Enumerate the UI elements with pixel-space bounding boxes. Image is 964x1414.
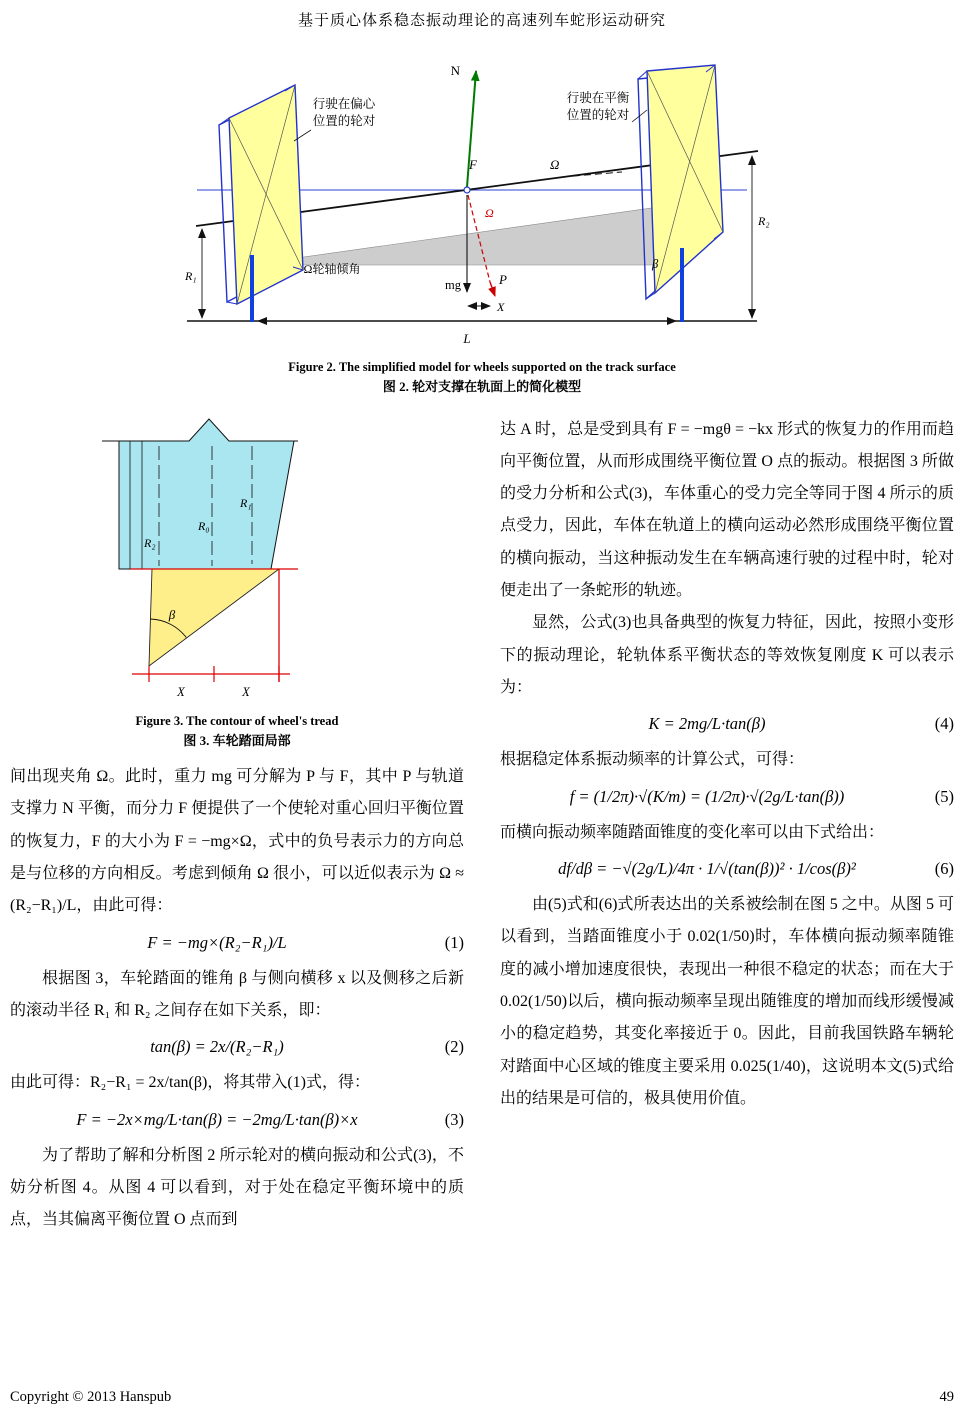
paragraph: 由(5)式和(6)式所表达出的关系被绘制在图 5 之中。从图 5 可以看到，当踏面锥度小于 0.02(1/50)时，车体横向振动频率随锥度的减小增加速度很快，表现出一种很不稳定的状态；而在大于 0.02(1/50)以后，横向振动频率呈现出随锥度的增加而线形缓慢减小的稳定趋势，其变化率接近于 0。因此，目前我国铁路车辆轮对踏面中心区域的锥度主要采用 0.025(1/40)，这说明本文(5)式给出的结果是可信的，极具使用价值。 bbox=[500, 895, 954, 1107]
label-p: P bbox=[499, 272, 507, 287]
figure2-diagram bbox=[182, 58, 782, 356]
equation-3-number: (3) bbox=[444, 1109, 464, 1129]
label-x-right: X bbox=[242, 684, 250, 699]
equation-2-body: tan(β) = 2x/(R₂−R₁) bbox=[150, 1037, 284, 1057]
label-r2: R₂ bbox=[758, 214, 770, 228]
equation-6-body: df/dβ = −√(2g/L)/4π · 1/√(tan(β))² · 1/cos(β)² bbox=[558, 858, 856, 878]
figure3-caption-zh: 图 3. 车轮踏面局部 bbox=[183, 732, 291, 748]
svg-text:行驶在偏心: 行驶在偏心 bbox=[312, 97, 376, 111]
left-column bbox=[10, 414, 464, 1237]
equation-4 bbox=[500, 714, 954, 734]
p-force-arrow bbox=[490, 282, 495, 296]
label-r1: R₁ bbox=[240, 495, 252, 510]
label-beta: β bbox=[168, 606, 176, 622]
figure3-caption-en: Figure 3. The contour of wheel's tread bbox=[135, 713, 339, 728]
center-point bbox=[464, 187, 470, 193]
paragraph: 间出现夹角 Ω。此时，重力 mg 可分解为 P 与 F，其中 P 与轨道支撑力 N 平衡，而分力 F 便提供了一个使轮对重心回归平衡位置的恢复力，F 的大小为 F = −mg×Ω，式中的负号表示力的方向总是与位移的方向相反。考虑到倾角 Ω 很小，可以近似表示为 Ω ≈ (R₂−R₁)/L，由此可得： bbox=[10, 768, 464, 915]
figure2-caption-zh: 图 2. 轮对支撑在轨面上的简化模型 bbox=[382, 379, 582, 395]
left-wheelset-shape bbox=[219, 85, 303, 304]
label-beta: β bbox=[652, 257, 659, 271]
page-title: 基于质心体系稳态振动理论的高速列车蛇形运动研究 bbox=[297, 13, 666, 29]
label-f: F bbox=[469, 157, 477, 172]
figure3 bbox=[102, 416, 372, 752]
footer-page-number: 49 bbox=[939, 1389, 954, 1405]
footer-copyright: Copyright © 2013 Hanspub bbox=[10, 1389, 172, 1405]
paragraph: 为了帮助了解和分析图 2 所示轮对的横向振动和公式(3)，不妨分析图 4。从图 4 可以看到，对于处在稳定平衡环境中的质点，当其偏离平衡位置 O 点而到 bbox=[10, 1146, 464, 1229]
left-wheelset-label bbox=[294, 96, 376, 141]
figure3-diagram bbox=[102, 416, 372, 708]
two-column-body bbox=[0, 414, 964, 1237]
equation-6-number: (6) bbox=[934, 858, 954, 878]
label-r2: R₂ bbox=[144, 535, 156, 550]
paragraph: 而横向振动频率随踏面锥度的变化率可以由下式给出： bbox=[500, 823, 885, 841]
equation-5-body: f = (1/2π)·√(K/m) = (1/2π)·√(2g/L·tan(β)) bbox=[569, 786, 845, 806]
svg-text:行驶在平衡: 行驶在平衡 bbox=[566, 91, 630, 105]
equation-5-number: (5) bbox=[934, 786, 954, 806]
equation-4-body: K = 2mg/L·tan(β) bbox=[648, 714, 766, 734]
paragraph: 达 A 时，总是受到具有 F = −mgθ = −kx 形式的恢复力的作用而趋向平衡位置，从而形成围绕平衡位置 O 点的振动。根据图 3 所做的受力分析和公式(3)，车体重心的受力完全等同于图 4 所示的质点受力，因此，车体在轨道上的横向运动必然形成围绕平衡位置的横向振动，当这种振动发生在车辆高速行驶的过程中时，轮对便走出了一条蛇形的轨迹。 bbox=[500, 420, 954, 600]
paragraph: 根据图 3，车轮踏面的锥角 β 与侧向横移 x 以及侧移之后新的滚动半径 R₁ 和 R₂ 之间存在如下关系，即： bbox=[10, 969, 464, 1019]
label-l: L bbox=[463, 331, 471, 346]
label-r1: R₁ bbox=[185, 269, 197, 283]
paragraph: 显然，公式(3)也具备典型的恢复力特征，因此，按照小变形下的振动理论，轮轨体系平衡状态的等效恢复刚度 K 可以表示为： bbox=[500, 614, 954, 697]
equation-1 bbox=[10, 933, 464, 953]
label-axle-tilt: Ω轮轴倾角 bbox=[303, 262, 361, 276]
equation-1-body: F = −mg×(R₂−R₁)/L bbox=[147, 932, 287, 952]
figure2 bbox=[182, 58, 782, 356]
figure3-caption bbox=[102, 712, 372, 752]
equation-2 bbox=[10, 1037, 464, 1057]
equation-5 bbox=[500, 787, 954, 807]
paragraph: 根据稳定体系振动频率的计算公式，可得： bbox=[500, 751, 805, 769]
label-omega-red: Ω bbox=[485, 206, 494, 220]
paragraph: 由此可得：R₂−R₁ = 2x/tan(β)，将其带入(1)式，得： bbox=[10, 1074, 370, 1092]
label-mg: mg bbox=[445, 278, 461, 292]
figure2-caption bbox=[0, 358, 964, 398]
label-r0: R₀ bbox=[198, 518, 210, 533]
label-n: N bbox=[450, 63, 460, 78]
equation-3 bbox=[10, 1110, 464, 1130]
equation-6 bbox=[500, 859, 954, 879]
equation-1-number: (1) bbox=[444, 932, 464, 952]
figure2-caption-en: Figure 2. The simplified model for wheels supported on the track surface bbox=[288, 360, 676, 374]
svg-text:位置的轮对: 位置的轮对 bbox=[566, 108, 630, 122]
label-x-left: X bbox=[177, 684, 185, 699]
equation-2-number: (2) bbox=[444, 1037, 464, 1057]
label-omega: Ω bbox=[550, 157, 560, 172]
right-column bbox=[500, 414, 954, 1237]
equation-3-body: F = −2x×mg/L·tan(β) = −2mg/L·tan(β)×x bbox=[76, 1109, 358, 1129]
equation-4-number: (4) bbox=[934, 714, 954, 734]
label-x: X bbox=[497, 300, 505, 314]
page-footer bbox=[10, 1389, 954, 1406]
svg-text:位置的轮对: 位置的轮对 bbox=[312, 114, 376, 128]
right-wheelset-label bbox=[567, 90, 647, 122]
